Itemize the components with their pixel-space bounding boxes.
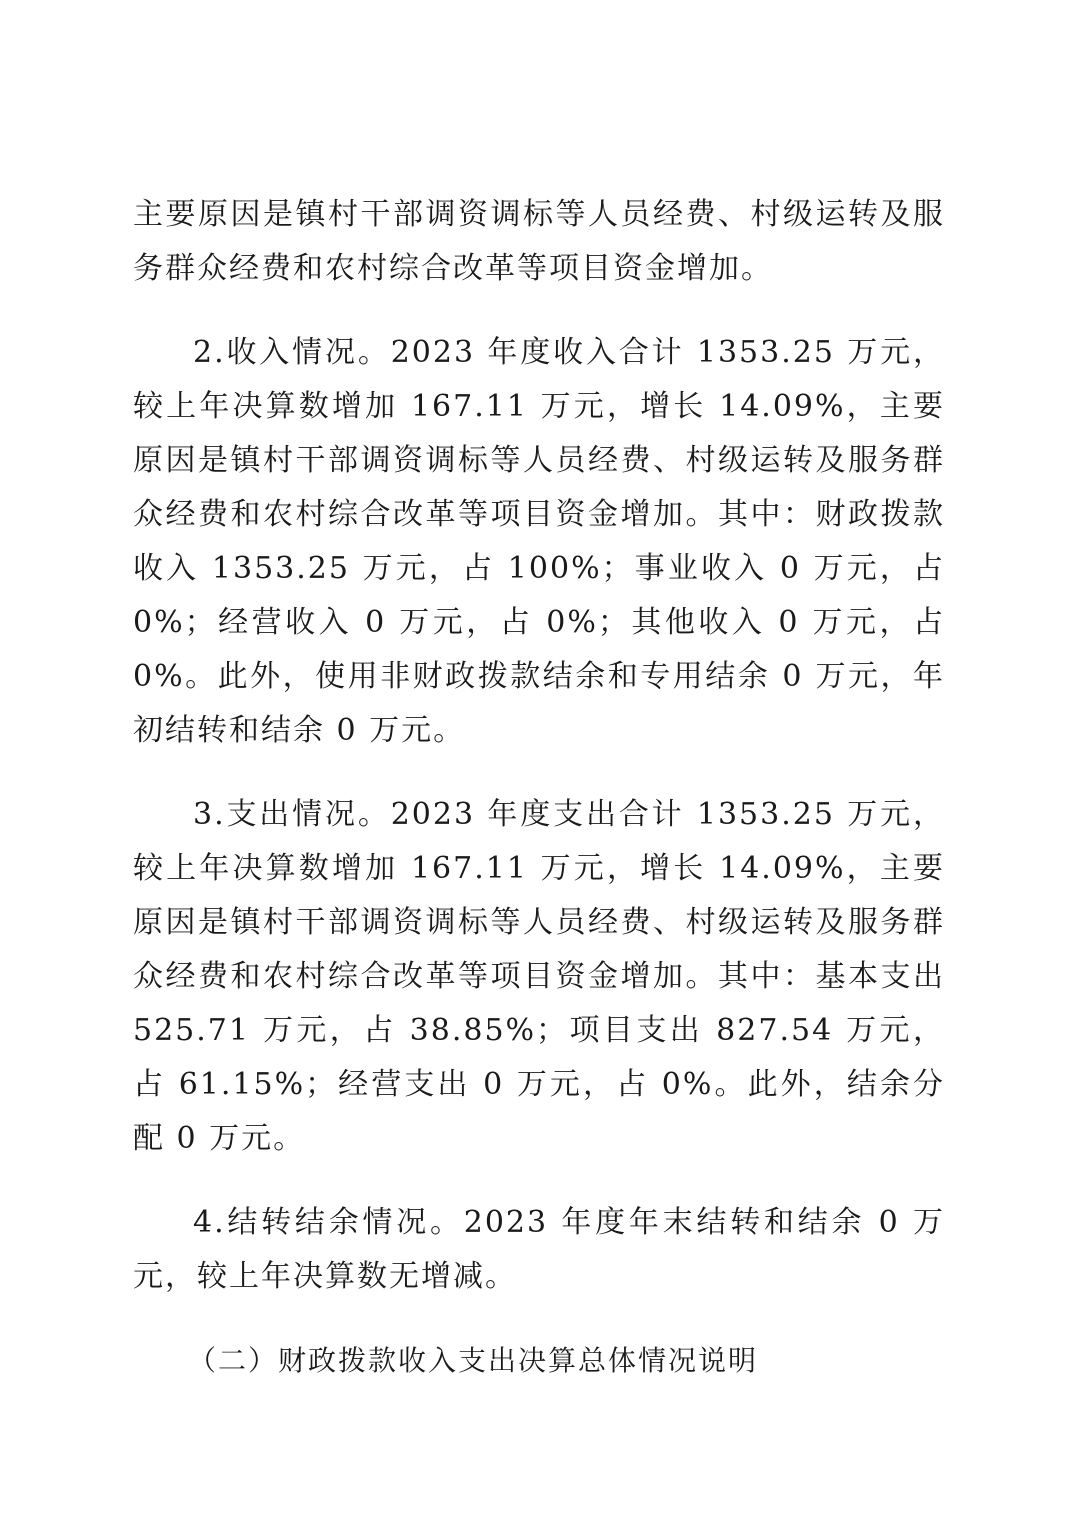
document-page	[133, 188, 945, 1388]
section-heading: （二）财政拨款收入支出决算总体情况说明	[188, 1344, 759, 1377]
paragraph-expenditure: 3.支出情况。2023 年度支出合计 1353.25 万元，较上年决算数增加 167.11 万元，增长 14.09%，主要原因是镇村干部调资调标等人员经费、村级运转及服务群众经费和农村综合改革等项目资金增加。其中：基本支出 525.71 万元，占 38.85%；项目支出 827.54 万元，占 61.15%；经营支出 0 万元，占 0%。此外，结余分配 0 万元。	[133, 797, 945, 1156]
paragraph-carryover: 4.结转结余情况。2023 年度年末结转和结余 0 万元，较上年决算数无增减。	[133, 1205, 945, 1294]
paragraph-continued-reason: 主要原因是镇村干部调资调标等人员经费、村级运转及服务群众经费和农村综合改革等项目资金增加。	[133, 197, 945, 286]
paragraph-income: 2.收入情况。2023 年度收入合计 1353.25 万元，较上年决算数增加 167.11 万元，增长 14.09%，主要原因是镇村干部调资调标等人员经费、村级运转及服务群众经费和农村综合改革等项目资金增加。其中：财政拨款收入 1353.25 万元，占 100%；事业收入 0 万元，占 0%；经营收入 0 万元，占 0%；其他收入 0 万元，占 0%。此外，使用非财政拨款结余和专用结余 0 万元，年初结转和结余 0 万元。	[133, 335, 945, 748]
